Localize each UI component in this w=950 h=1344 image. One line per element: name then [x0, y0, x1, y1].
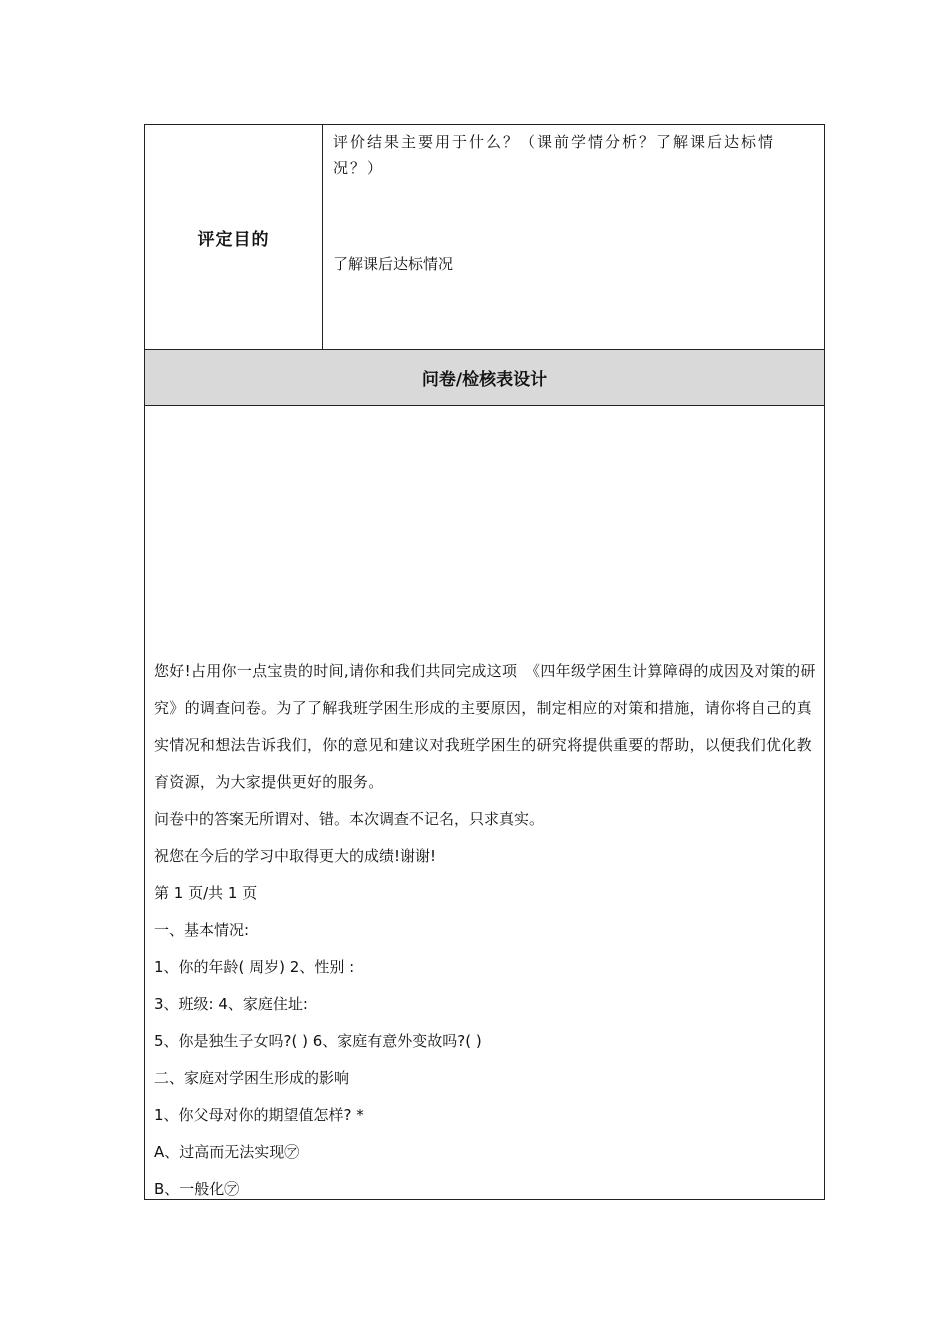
evaluation-purpose-label-cell: [145, 125, 323, 349]
questionnaire-question: 1、你父母对你的期望值怎样? *: [154, 1106, 364, 1124]
page-number: 第 1 页/共 1 页: [154, 884, 258, 902]
evaluation-form-table: [144, 124, 825, 1200]
questionnaire-heading: 一、基本情况:: [154, 921, 250, 939]
questionnaire-line: 祝您在今后的学习中取得更大的成绩!谢谢!: [154, 847, 437, 865]
evaluation-purpose-label: 评定目的: [197, 229, 270, 250]
evaluation-purpose-row: [145, 125, 824, 350]
questionnaire-line: 问卷中的答案无所谓对、错。本次调查不记名，只求真实。: [154, 810, 545, 828]
questionnaire-option: A、过高而无法实现㋐: [154, 1143, 300, 1161]
section-title: 问卷/检核表设计: [421, 370, 548, 390]
questionnaire-line: 5、你是独生子女吗?( ) 6、家庭有意外变故吗?( ): [154, 1032, 482, 1050]
evaluation-purpose-answer: 了解课后达标情况: [333, 255, 454, 273]
evaluation-purpose-value-cell: [323, 125, 824, 349]
questionnaire-intro: 您好!占用你一点宝贵的时间,请你和我们共同完成这项 《四年级学困生计算障碍的成因及对策的研究》的调查问卷。为了了解我班学困生形成的主要原因，制定相应的对策和措施，请你将自己的真实情况和想法告诉我们，你的意见和建议对我班学困生的研究将提供重要的帮助，以便我们优化教育资源，为大家提供更好的服务。: [154, 662, 816, 791]
questionnaire-option: B、一般化㋐: [154, 1180, 240, 1198]
questionnaire-content-cell: [145, 406, 824, 1199]
section-header-row: [145, 350, 824, 406]
questionnaire-heading: 二、家庭对学困生形成的影响: [154, 1069, 350, 1087]
questionnaire-line: 3、班级: 4、家庭住址:: [154, 995, 308, 1013]
questionnaire-line: 1、你的年龄( 周岁) 2、性别 :: [154, 958, 355, 976]
evaluation-purpose-question: 评价结果主要用于什么？（课前学情分析？了解课后达标情况？）: [333, 133, 776, 177]
